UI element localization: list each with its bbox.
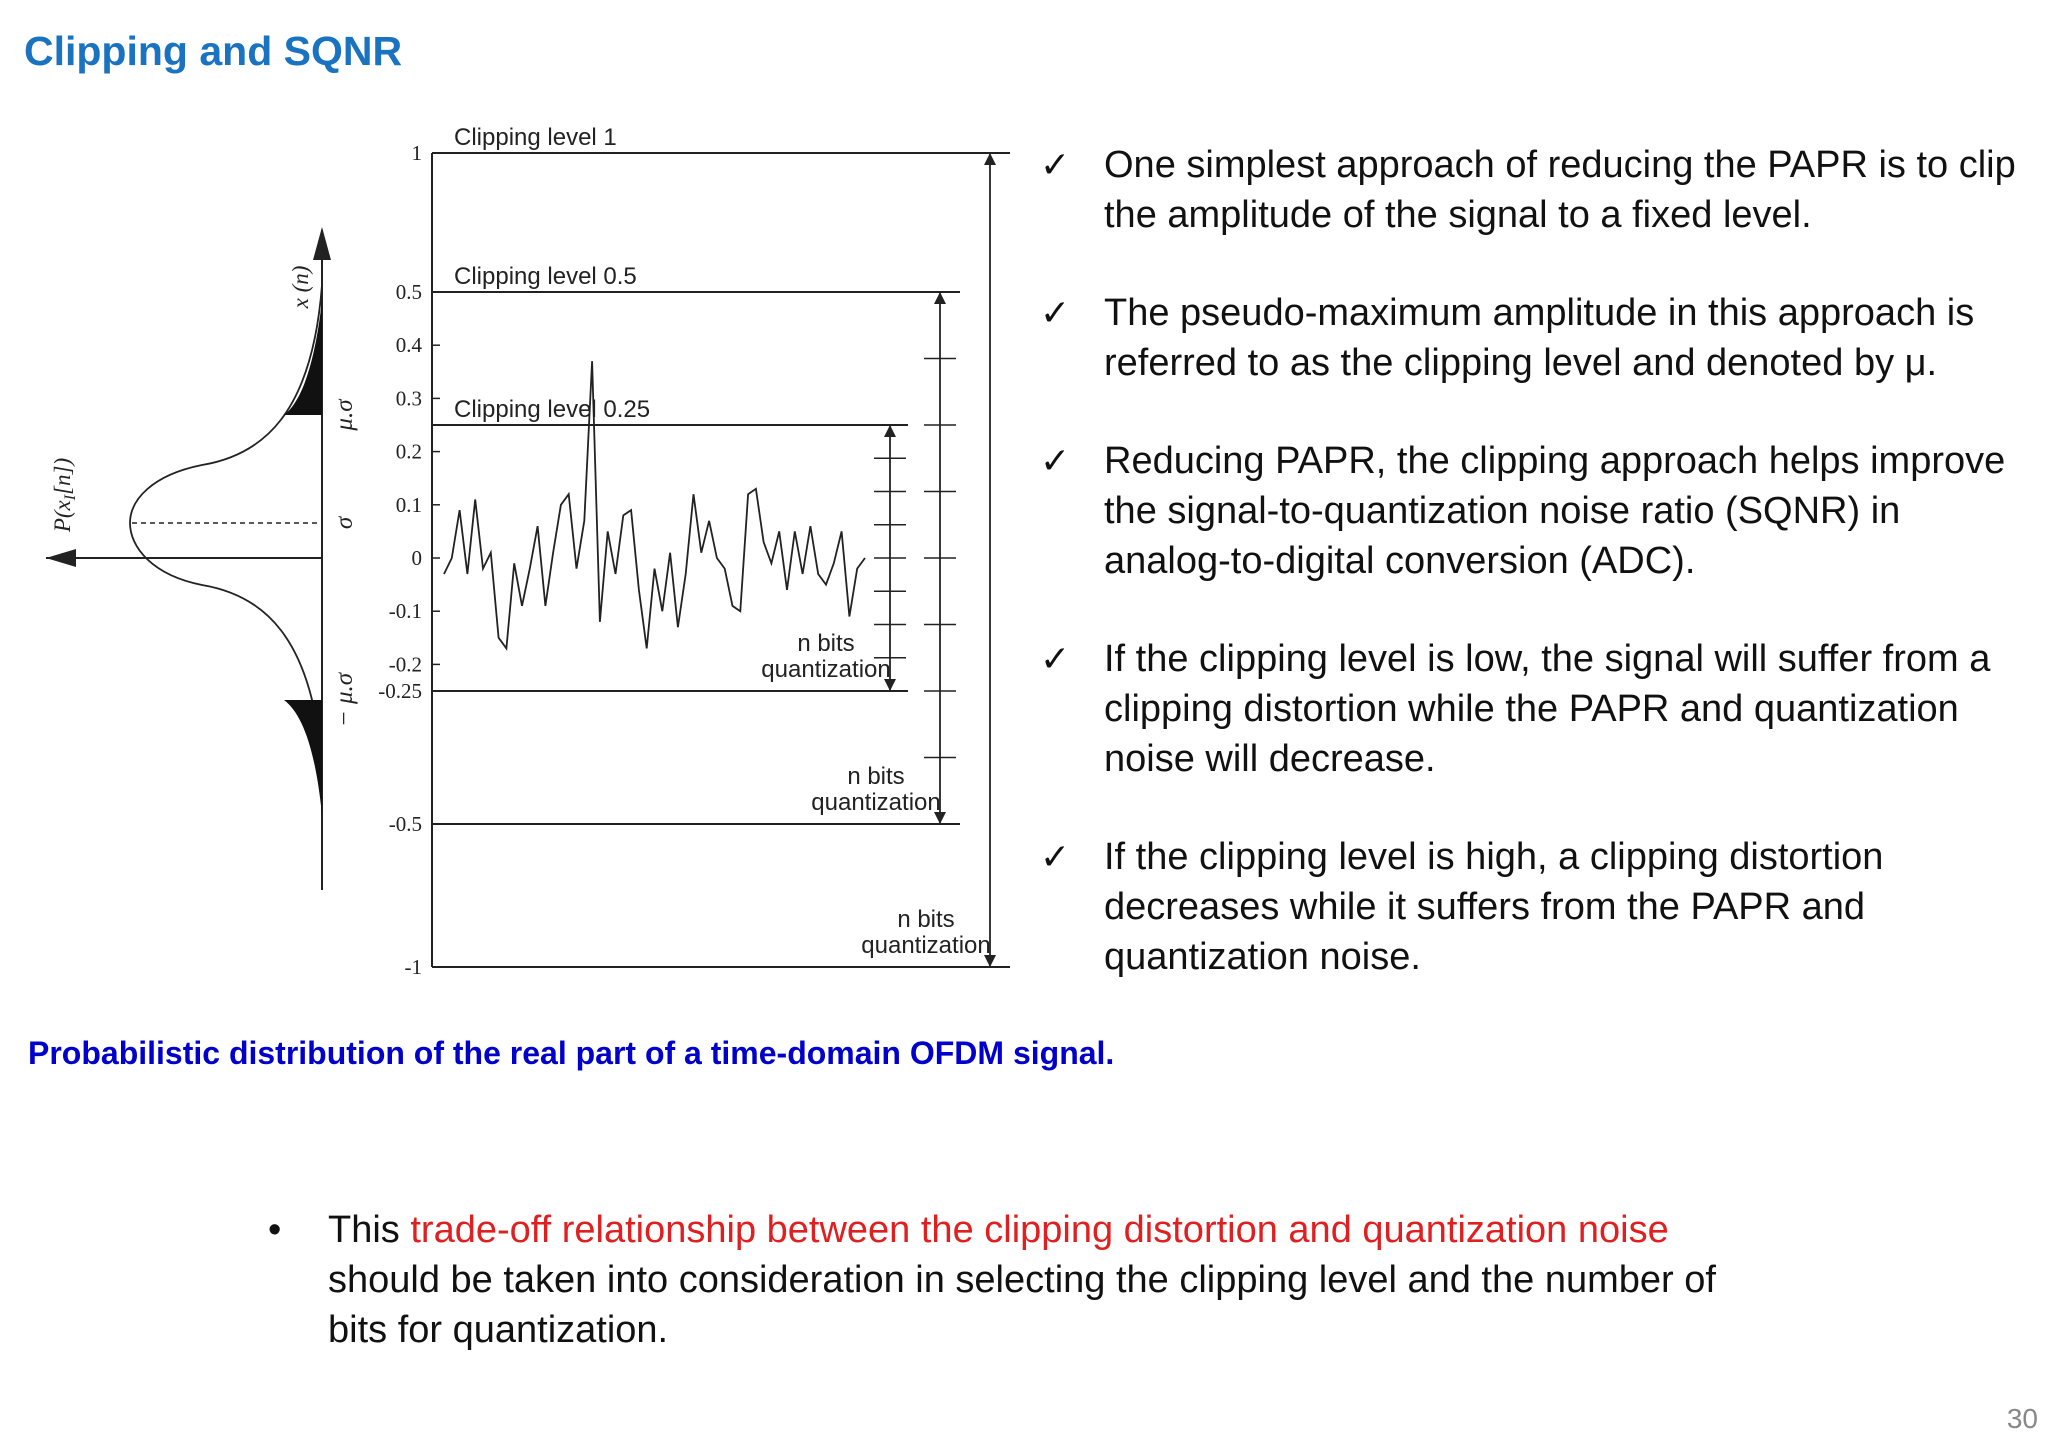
clipping-level-label: Clipping level 0.5 — [454, 263, 637, 290]
clipping-levels — [432, 124, 1010, 967]
y-tick-label: 0 — [411, 546, 422, 570]
quantization-scales — [761, 153, 996, 967]
minus-mu-sigma-label: − μ.σ — [331, 672, 358, 728]
y-tick-label: -0.2 — [388, 652, 422, 677]
arrow-up-icon — [884, 425, 896, 437]
quantization-label-line2: quantization — [761, 656, 891, 683]
bullet-dot-icon: • — [268, 1209, 282, 1251]
y-tick-label: -1 — [404, 955, 422, 979]
signal-axis — [378, 141, 440, 979]
bullet-item — [1040, 832, 2020, 982]
bullet-text: If the clipping level is low, the signal will suffer from a clipping distortion while the PAPR and quantization noise will decrease. — [1104, 638, 1991, 780]
p-axis-label — [50, 458, 79, 533]
slide-title: Clipping and SQNR — [24, 28, 403, 74]
p-axis-label-sub: I — [62, 494, 79, 501]
check-icon: ✓ — [1040, 440, 1071, 481]
quantization-label-line1: n bits — [847, 763, 905, 790]
figure-caption: Probabilistic distribution of the real part of a time-domain OFDM signal. — [28, 1035, 1115, 1071]
clipping-level-label: Clipping level 0.25 — [454, 396, 651, 423]
clipping-diagram-svg — [40, 115, 1020, 995]
bullet-text: The pseudo-maximum amplitude in this approach is referred to as the clipping level and denoted by μ. — [1104, 292, 1975, 384]
check-icon: ✓ — [1040, 638, 1071, 679]
quantization-label-line1: n bits — [797, 630, 855, 657]
probability-distribution — [46, 227, 358, 890]
arrow-up-icon — [313, 227, 331, 260]
y-tick-label: -0.5 — [388, 812, 422, 836]
y-tick-label: 1 — [411, 141, 422, 165]
bottom-note — [260, 1205, 1760, 1355]
note-suffix: should be taken into consideration in selecting the clipping level and the number of bits for quantization. — [328, 1259, 1716, 1351]
mu-sigma-label: μ.σ — [331, 399, 358, 431]
bullet-item — [1040, 288, 2020, 388]
note-highlight: trade-off relationship between the clipping distortion and quantization noise — [410, 1209, 1669, 1251]
quantization-label-line2: quantization — [861, 932, 991, 959]
xn-axis-label: x (n) — [288, 265, 313, 309]
bullet-item — [1040, 436, 2020, 586]
bullet-text: If the clipping level is high, a clipping distortion decreases while it suffers from the PAPR and quantization noise. — [1104, 836, 1884, 978]
clipping-diagram — [40, 115, 1020, 1000]
quantization-label-line2: quantization — [811, 789, 941, 816]
upper-tail-area — [284, 300, 322, 415]
y-tick-label: 0.4 — [395, 333, 422, 358]
y-tick-label: -0.1 — [388, 599, 422, 624]
arrow-up-icon — [984, 153, 996, 165]
arrow-left-icon — [46, 549, 76, 567]
y-tick-label: 0.3 — [395, 386, 422, 411]
check-icon: ✓ — [1040, 836, 1071, 877]
y-tick-label: 0.1 — [395, 492, 422, 517]
y-tick-label: -0.25 — [378, 679, 422, 703]
bullet-item — [1040, 634, 2020, 784]
check-icon: ✓ — [1040, 292, 1071, 333]
page-number: 30 — [2006, 1403, 2038, 1434]
bullet-text: One simplest approach of reducing the PAPR is to clip the amplitude of the signal to a fixed level. — [1104, 144, 2016, 236]
p-axis-label-main: P(x — [50, 500, 75, 533]
lower-tail-area — [284, 700, 322, 815]
y-tick-label: 0.2 — [395, 439, 422, 464]
bottom-note-text — [328, 1205, 1728, 1355]
quantization-label-line1: n bits — [897, 906, 955, 933]
check-icon: ✓ — [1040, 144, 1071, 185]
clipping-level-label: Clipping level 1 — [454, 124, 617, 151]
bullet-text: Reducing PAPR, the clipping approach helps improve the signal-to-quantization noise ratio (SQNR) in analog-to-digital conversion (ADC). — [1104, 440, 2006, 582]
pdf-curve — [130, 285, 322, 765]
bullet-list — [1040, 140, 2020, 1030]
y-tick-label: 0.5 — [395, 280, 422, 304]
sigma-label: σ — [331, 516, 358, 530]
bullet-item — [1040, 140, 2020, 240]
arrow-up-icon — [934, 292, 946, 304]
note-prefix: This — [328, 1209, 411, 1251]
p-axis-label-tail: [n]) — [50, 457, 75, 495]
